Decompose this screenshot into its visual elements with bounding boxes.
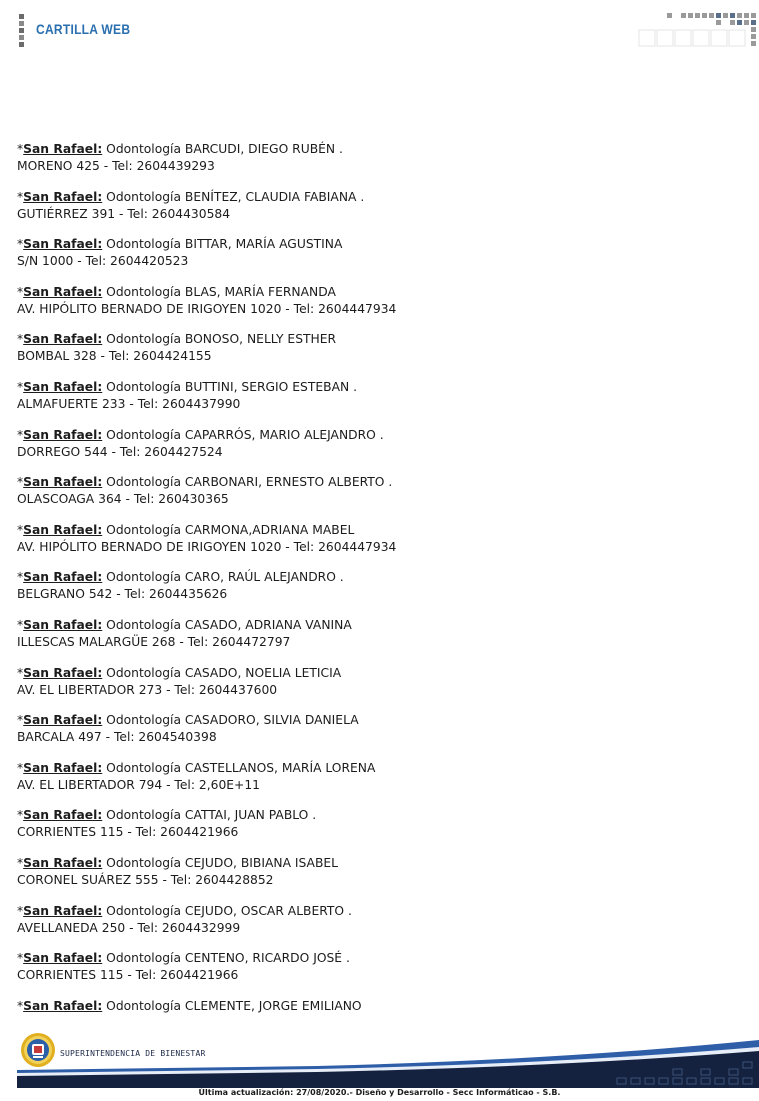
city-label: San Rafael: (23, 284, 103, 299)
last-updated-note: Última actualización: 27/08/2020.- Diseño y Desarrollo - Secc Informáticao - S.B. (198, 1088, 561, 1097)
list-item (17, 855, 737, 889)
pixel-grid-decoration-icon (637, 10, 759, 48)
city-label: San Rafael: (23, 617, 103, 632)
provider-name: Odontología CEJUDO, BIBIANA ISABEL (102, 855, 339, 870)
provider-address: S/N 1000 - Tel: 2604420523 (17, 254, 189, 269)
city-label: San Rafael: (23, 189, 103, 204)
list-item (17, 331, 737, 365)
provider-name: Odontología BITTAR, MARÍA AGUSTINA (102, 237, 343, 252)
provider-address: DORREGO 544 - Tel: 2604427524 (17, 444, 223, 459)
bullet-prefix: * (17, 142, 24, 156)
city-label: San Rafael: (23, 427, 103, 442)
footer-band-decoration (17, 1040, 759, 1088)
bullet-prefix: * (17, 855, 24, 870)
provider-name: Odontología CENTENO, RICARDO JOSÉ . (102, 951, 350, 966)
provider-name: Odontología BARCUDI, DIEGO RUBÉN . (102, 142, 343, 156)
provider-address: AVELLANEDA 250 - Tel: 2604432999 (17, 920, 241, 935)
provider-address: AV. HIPÓLITO BERNADO DE IRIGOYEN 1020 - Tel: 2604447934 (17, 301, 397, 316)
provider-address: CORRIENTES 115 - Tel: 2604421966 (17, 968, 239, 983)
city-label: San Rafael: (23, 522, 103, 537)
provider-name: Odontología CASTELLANOS, MARÍA LORENA (102, 760, 376, 775)
list-item (17, 379, 737, 413)
provider-name: Odontología CARO, RAÚL ALEJANDRO . (102, 570, 344, 585)
organization-name: SUPERINTENDENCIA DE BIENESTAR (60, 1049, 206, 1058)
city-label: San Rafael: (23, 903, 103, 918)
list-item (17, 284, 737, 318)
bullet-prefix: * (17, 998, 24, 1013)
provider-address: BELGRANO 542 - Tel: 2604435626 (17, 587, 228, 602)
list-item (17, 522, 737, 556)
bullet-prefix: * (17, 808, 24, 823)
provider-address: ILLESCAS MALARGÜE 268 - Tel: 2604472797 (17, 634, 291, 649)
bullet-prefix: * (17, 427, 24, 442)
provider-name: Odontología BUTTINI, SERGIO ESTEBAN . (102, 379, 357, 394)
bullet-prefix: * (17, 522, 24, 537)
city-label: San Rafael: (23, 760, 103, 775)
provider-list (17, 141, 737, 1028)
bullet-prefix: * (17, 951, 24, 966)
provider-address: CORONEL SUÁREZ 555 - Tel: 2604428852 (17, 872, 274, 887)
bullet-prefix: * (17, 903, 24, 918)
bullet-prefix: * (17, 379, 24, 394)
bullet-prefix: * (17, 237, 24, 252)
city-label: San Rafael: (23, 475, 103, 490)
city-label: San Rafael: (23, 237, 103, 252)
provider-name: Odontología CARMONA,ADRIANA MABEL (102, 522, 355, 537)
provider-address: AV. HIPÓLITO BERNADO DE IRIGOYEN 1020 - Tel: 2604447934 (17, 539, 397, 554)
provider-name: Odontología BENÍTEZ, CLAUDIA FABIANA . (102, 189, 365, 204)
city-label: San Rafael: (23, 998, 103, 1013)
page-footer (0, 1030, 759, 1101)
list-item (17, 569, 737, 603)
provider-name: Odontología CEJUDO, OSCAR ALBERTO . (102, 903, 352, 918)
list-item (17, 141, 737, 175)
provider-address: AV. EL LIBERTADOR 794 - Tel: 2,60E+11 (17, 777, 260, 792)
list-item (17, 903, 737, 937)
city-label: San Rafael: (23, 713, 103, 728)
list-item (17, 617, 737, 651)
city-label: San Rafael: (23, 570, 103, 585)
city-label: San Rafael: (23, 379, 103, 394)
institution-seal-icon (20, 1032, 56, 1068)
list-item (17, 427, 737, 461)
city-label: San Rafael: (23, 332, 103, 347)
logo-mark-icon (19, 14, 24, 46)
provider-address: CORRIENTES 115 - Tel: 2604421966 (17, 825, 239, 840)
provider-name: Odontología CASADO, ADRIANA VANINA (102, 617, 352, 632)
list-item (17, 998, 737, 1015)
bullet-prefix: * (17, 475, 24, 490)
bullet-prefix: * (17, 665, 24, 680)
list-item (17, 760, 737, 794)
bullet-prefix: * (17, 189, 24, 204)
list-item (17, 950, 737, 984)
list-item (17, 236, 737, 270)
provider-address: AV. EL LIBERTADOR 273 - Tel: 2604437600 (17, 682, 278, 697)
city-label: San Rafael: (23, 808, 103, 823)
bullet-prefix: * (17, 332, 24, 347)
city-label: San Rafael: (23, 855, 103, 870)
city-label: San Rafael: (23, 665, 103, 680)
provider-address: OLASCOAGA 364 - Tel: 260430365 (17, 492, 229, 507)
provider-name: Odontología BLAS, MARÍA FERNANDA (102, 284, 336, 299)
bullet-prefix: * (17, 284, 24, 299)
provider-name: Odontología CLEMENTE, JORGE EMILIANO (102, 998, 362, 1013)
list-item (17, 189, 737, 223)
bullet-prefix: * (17, 760, 24, 775)
provider-name: Odontología CAPARRÓS, MARIO ALEJANDRO . (102, 427, 384, 442)
provider-address: BARCALA 497 - Tel: 2604540398 (17, 730, 217, 745)
bullet-prefix: * (17, 617, 24, 632)
provider-name: Odontología CARBONARI, ERNESTO ALBERTO . (102, 475, 393, 490)
provider-name: Odontología CATTAI, JUAN PABLO . (102, 808, 317, 823)
provider-address: BOMBAL 328 - Tel: 2604424155 (17, 349, 212, 364)
provider-address: ALMAFUERTE 233 - Tel: 2604437990 (17, 396, 241, 411)
city-label: San Rafael: (23, 142, 103, 156)
city-label: San Rafael: (23, 951, 103, 966)
provider-address: MORENO 425 - Tel: 2604439293 (17, 159, 215, 173)
provider-name: Odontología BONOSO, NELLY ESTHER (102, 332, 337, 347)
provider-address: GUTIÉRREZ 391 - Tel: 2604430584 (17, 206, 231, 221)
list-item (17, 474, 737, 508)
provider-name: Odontología CASADO, NOELIA LETICIA (102, 665, 342, 680)
list-item (17, 807, 737, 841)
bullet-prefix: * (17, 570, 24, 585)
bullet-prefix: * (17, 713, 24, 728)
page-title: CARTILLA WEB (36, 21, 131, 37)
provider-name: Odontología CASADORO, SILVIA DANIELA (102, 713, 359, 728)
list-item (17, 712, 737, 746)
list-item (17, 665, 737, 699)
page-header (0, 0, 759, 60)
